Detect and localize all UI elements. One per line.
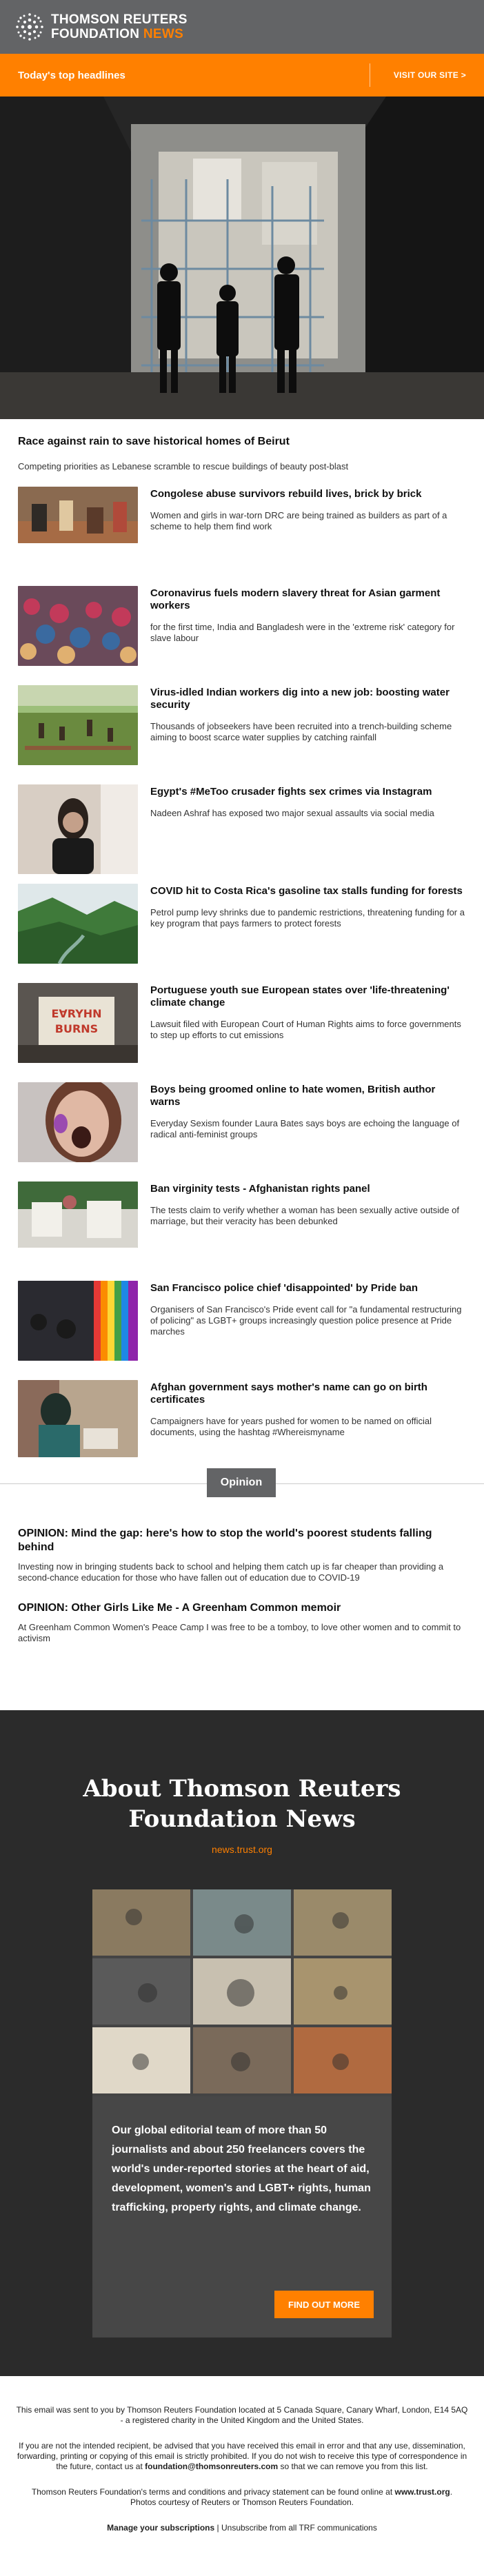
story-thumbnail[interactable] <box>18 1380 138 1457</box>
story-summary: Thousands of jobseekers have been recruited into a trench-building scheme aiming to boost scarce water supplies by catching rainfall <box>150 721 452 742</box>
svg-text:E∀RYHN: E∀RYHN <box>51 1007 102 1020</box>
story-item <box>0 487 484 586</box>
hero-image[interactable] <box>0 97 484 419</box>
story-title[interactable]: Portuguese youth sue European states over 'life-threatening' climate change <box>150 984 450 1008</box>
story-summary: Petrol pump levy shrinks due to pandemic restrictions, threatening funding for a key program that pays farmers to protect forests <box>150 907 465 929</box>
story-title[interactable]: Egypt's #MeToo crusader fights sex crimes via Instagram <box>150 786 432 798</box>
story-title[interactable]: COVID hit to Costa Rica's gasoline tax stalls funding for forests <box>150 885 463 897</box>
about-section <box>0 1710 484 2376</box>
story-title[interactable]: Coronavirus fuels modern slavery threat for Asian garment workers <box>150 587 441 611</box>
find-out-more-button[interactable]: FIND OUT MORE <box>274 2291 374 2318</box>
story-thumbnail[interactable] <box>18 685 138 765</box>
about-url-link[interactable]: news.trust.org <box>212 1844 272 1855</box>
story-title[interactable]: Ban virginity tests - Afghanistan rights panel <box>150 1183 370 1195</box>
story-thumbnail[interactable] <box>18 1281 138 1361</box>
brand-wordmark[interactable] <box>51 12 188 41</box>
opinion-item <box>18 1527 466 1583</box>
opinion-title[interactable]: OPINION: Mind the gap: here's how to stop the world's poorest students falling behind <box>18 1528 432 1553</box>
story-summary: Lawsuit filed with European Court of Human Rights aims to force governments to step up efforts to cut emissions <box>150 1019 461 1040</box>
story-item <box>0 784 484 884</box>
story-thumbnail[interactable] <box>18 487 138 543</box>
opinion-summary: Investing now in bringing students back to school and helping them catch up is far cheaper than providing a second-chance education for those who have fallen out of education due to COVID-19 <box>18 1561 444 1583</box>
story-title[interactable]: Congolese abuse survivors rebuild lives, brick by brick <box>150 488 422 500</box>
story-thumbnail[interactable] <box>18 784 138 874</box>
about-title <box>0 1774 484 1834</box>
footer-links: Manage your subscriptions | Unsubscribe from all TRF communications <box>107 2523 377 2533</box>
trust-org-link[interactable]: www.trust.org <box>394 2487 450 2497</box>
footer-terms: Thomson Reuters Foundation's terms and conditions and privacy statement can be found online at www.trust.org. Photos courtesy of Reuters or Thomson Reuters Foundation. <box>31 2487 453 2507</box>
about-overlay <box>92 2096 392 2337</box>
header <box>0 0 484 54</box>
story-item <box>0 884 484 983</box>
story-thumbnail[interactable] <box>18 1181 138 1248</box>
headlines-title: Today's top headlines <box>18 69 125 81</box>
opinion-badge: Opinion <box>207 1468 276 1497</box>
story-item <box>0 1380 484 1470</box>
visit-site-link[interactable]: VISIT OUR SITE > <box>393 70 466 80</box>
about-collage <box>92 1889 392 2337</box>
story-title[interactable]: San Francisco police chief 'disappointed' by Pride ban <box>150 1282 419 1294</box>
story-summary: Campaigners have for years pushed for women to be named on official documents, using the hashtag #Whereismyname <box>150 1416 432 1437</box>
story-summary: Nadeen Ashraf has exposed two major sexual assaults via social media <box>150 808 434 818</box>
trf-logo-icon[interactable] <box>14 11 46 43</box>
about-title-line-2: Foundation News <box>128 1805 356 1833</box>
photos-credit: Photos courtesy of Reuters or Thomson Reuters Foundation. <box>130 2497 354 2507</box>
opinion-divider <box>0 1477 484 1488</box>
story-summary: Organisers of San Francisco's Pride event call for "a fundamental restructuring of policing" as LGBT+ groups increasingly question police presence at Pride marches <box>150 1304 462 1337</box>
opinion-title[interactable]: OPINION: Other Girls Like Me - A Greenham Common memoir <box>18 1602 341 1614</box>
story-thumbnail[interactable] <box>18 884 138 964</box>
story-item <box>0 1181 484 1281</box>
story-thumbnail[interactable] <box>18 1082 138 1162</box>
story-title[interactable]: Afghan government says mother's name can go on birth certificates <box>150 1381 427 1406</box>
lead-story-title[interactable]: Race against rain to save historical homes of Beirut <box>18 436 290 447</box>
hero-photo <box>0 97 484 419</box>
story-thumbnail[interactable] <box>18 983 138 1063</box>
story-item <box>0 1082 484 1181</box>
opinion-summary: At Greenham Common Women's Peace Camp I was free to be a tomboy, to love other women and to commit to activism <box>18 1622 461 1643</box>
story-summary: Everyday Sexism founder Laura Bates says boys are echoing the language of radical anti-feminist groups <box>150 1118 460 1139</box>
footer-address: This email was sent to you by Thomson Reuters Foundation located at 5 Canada Square, Canary Wharf, London, E14 5AQ - a registered charity in the United Kingdom and the United States. <box>16 2405 468 2425</box>
story-item <box>0 1281 484 1380</box>
brand-news: NEWS <box>143 27 184 41</box>
lead-story <box>0 419 484 487</box>
story-item <box>0 983 484 1082</box>
opinion-list <box>0 1484 484 1669</box>
lead-story-summary: Competing priorities as Lebanese scramble to rescue buildings of beauty post-blast <box>18 461 349 471</box>
opinion-item <box>18 1601 466 1644</box>
footer-notice: If you are not the intended recipient, be advised that you have received this email in error and that any use, dissemination, forwarding, printing or copying of this email is strictly prohibited. If you do not wish to receive this type of correspondence in the future, contact us at foundation@thomsonreuters.com so that we can remove you from this list. <box>17 2441 467 2471</box>
story-summary: Women and girls in war-torn DRC are being trained as builders as part of a scheme to help them find work <box>150 510 447 531</box>
manage-subscriptions-link[interactable]: Manage your subscriptions <box>107 2523 215 2533</box>
svg-text:BURNS: BURNS <box>54 1022 99 1035</box>
story-thumbnail[interactable] <box>18 586 138 666</box>
brand-line-2: FOUNDATION NEWS <box>51 27 184 41</box>
story-title[interactable]: Virus-idled Indian workers dig into a new job: boosting water security <box>150 687 450 711</box>
story-title[interactable]: Boys being groomed online to hate women, British author warns <box>150 1084 436 1108</box>
headlines-bar <box>0 54 484 97</box>
unsubscribe-link[interactable]: Unsubscribe from all TRF communications <box>221 2523 377 2533</box>
about-title-line-1: About Thomson Reuters <box>83 1775 401 1803</box>
contact-email-link[interactable]: foundation@thomsonreuters.com <box>145 2462 279 2471</box>
story-item <box>0 685 484 784</box>
footer <box>0 2376 484 2576</box>
visit-site-container <box>370 63 466 87</box>
brand-line-1: THOMSON REUTERS <box>51 12 188 27</box>
story-summary: The tests claim to verify whether a woman has been sexually active outside of marriage, but their veracity has been debunked <box>150 1205 459 1226</box>
story-summary: for the first time, India and Bangladesh were in the 'extreme risk' category for slave labour <box>150 622 455 643</box>
story-item <box>0 586 484 685</box>
about-text: Our global editorial team of more than 50 journalists and about 250 freelancers covers the world's under-reported stories at the heart of aid, development, women's and LGBT+ rights, human trafficking, property rights, and climate change. <box>112 2124 371 2213</box>
story-list <box>0 487 484 1470</box>
